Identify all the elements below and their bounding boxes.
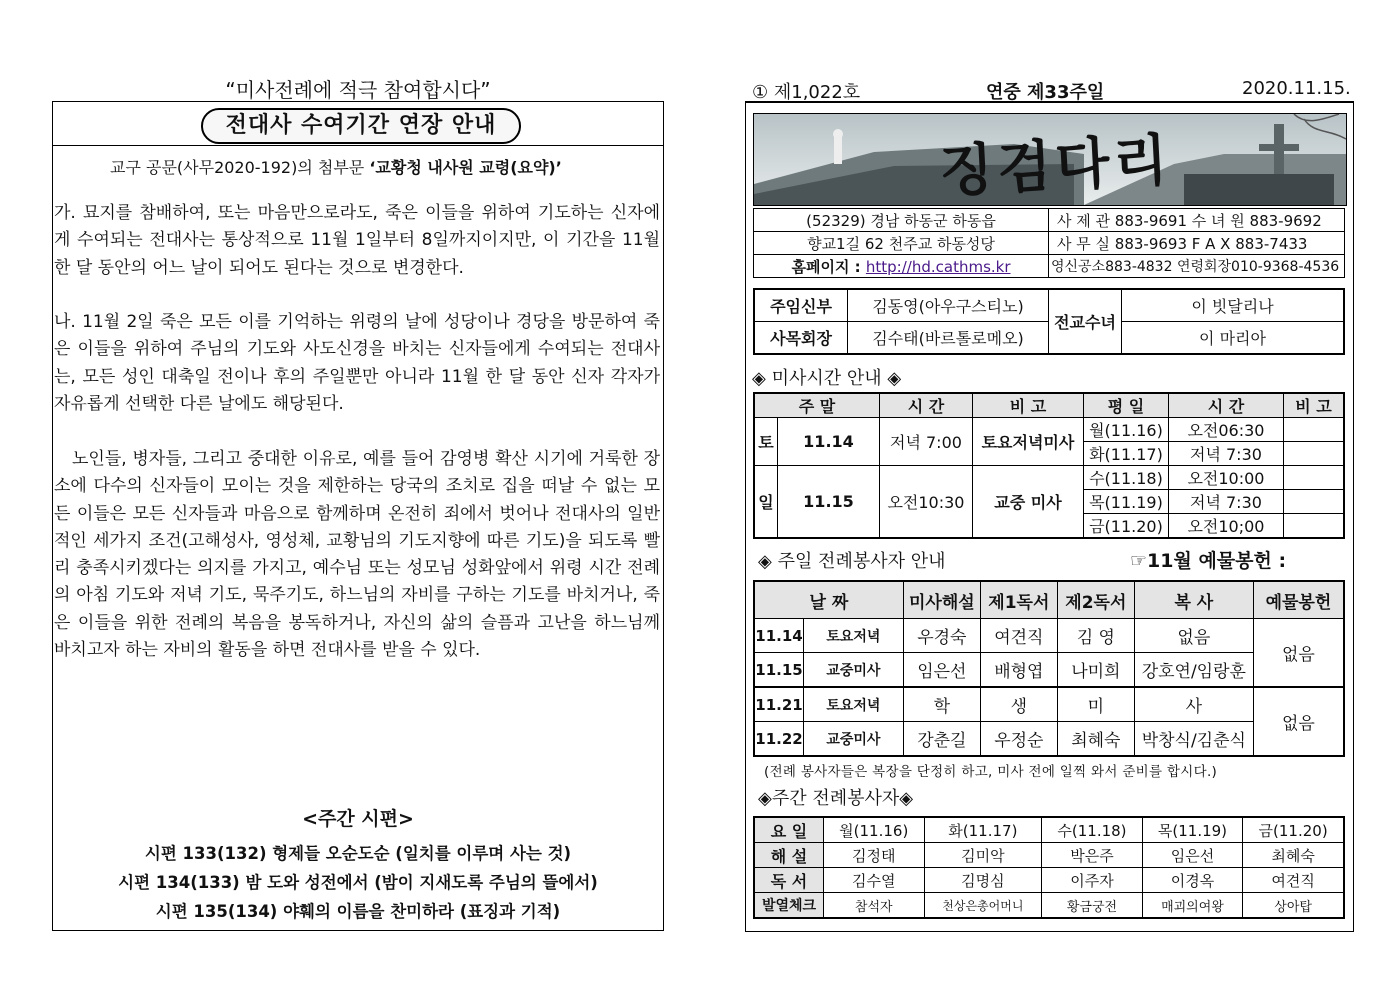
weekly-presence: 천상은총어머니	[924, 893, 1042, 919]
newsletter-title: 징검다리	[937, 126, 1174, 206]
header-reading1: 제1독서	[980, 581, 1057, 619]
header-divider	[745, 101, 1353, 103]
weekly-comment: 김미악	[924, 843, 1042, 868]
reference-line	[110, 155, 562, 178]
weekday-time: 저녁 7:30	[1168, 490, 1283, 514]
liturgical-week: 연중 제33주일	[986, 82, 1105, 103]
contact-line: 사 제 관 883-9691 수 녀 원 883-9692	[1049, 209, 1345, 232]
homepage-cell	[754, 255, 1049, 278]
header-commentary: 미사해설	[903, 581, 980, 619]
psalm-item: 시편 134(133) 밤 도와 성전에서 (밤이 지새도록 주님의 뜰에서)	[118, 873, 598, 892]
weekly-day: 목(11.19)	[1142, 817, 1243, 843]
parish-info-table	[753, 208, 1345, 278]
weekly-reader: 이주자	[1042, 868, 1143, 893]
serve-reading2: 김 영	[1057, 619, 1134, 653]
weekly-day: 화(11.17)	[924, 817, 1042, 843]
serve-mass: 교중미사	[804, 722, 904, 757]
serve-reading1: 여견직	[980, 619, 1057, 653]
weekday-date: 목(11.19)	[1083, 490, 1168, 514]
weekday-date: 화(11.17)	[1083, 442, 1168, 466]
weekly-comment: 김정태	[824, 843, 925, 868]
psalm-title: <주간 시편>	[302, 808, 414, 830]
weekday-note	[1283, 514, 1344, 539]
weekly-day: 수(11.18)	[1042, 817, 1143, 843]
reference-prefix: 교구 공문(사무2020-192)의 첨부문	[110, 158, 370, 177]
weekday-date: 월(11.16)	[1083, 418, 1168, 442]
serve-server: 사	[1134, 687, 1253, 722]
offering-cell: 없음	[1253, 687, 1344, 756]
contact-line: 사 무 실 883-9693 F A X 883-7433	[1049, 232, 1345, 255]
council-label: 사목회장	[754, 322, 848, 355]
sunday-server-table	[753, 580, 1345, 757]
weekly-reader: 이경옥	[1142, 868, 1243, 893]
header-server: 복 사	[1134, 581, 1253, 619]
weekly-comment-label: 해 설	[754, 843, 824, 868]
weekday-note	[1283, 466, 1344, 490]
paragraph-ga: 가. 묘지를 참배하여, 또는 마음만으로라도, 죽은 이들을 위하여 기도하는 신자에게 수여되는 전대사는 통상적으로 11월 1일부터 8일까지이지만, 이 기간을 11월 한 달 동안의 어느 날이 되어도 된다는 것으로 변경한다.	[54, 203, 660, 278]
header-note: 비 고	[972, 393, 1083, 418]
weekly-reader: 김명심	[924, 868, 1042, 893]
serve-mass: 토요저녁	[804, 619, 904, 653]
weekly-reader: 여견직	[1243, 868, 1344, 893]
nun-label: 전교수녀	[1049, 289, 1122, 354]
slogan: “미사전례에 적극 참여합시다”	[225, 78, 491, 102]
title-divider	[52, 145, 664, 146]
homepage-label: 홈페이지 :	[791, 257, 866, 276]
weekly-day: 월(11.16)	[824, 817, 925, 843]
weekly-day-label: 요 일	[754, 817, 824, 843]
pastor-name: 김동영(아우구스티노)	[848, 289, 1049, 322]
weekly-server-section-title: ◈주간 전례봉사자◈	[758, 788, 914, 809]
weekly-comment: 임은선	[1142, 843, 1243, 868]
weekday-time: 저녁 7:30	[1168, 442, 1283, 466]
serve-mass: 교중미사	[804, 653, 904, 688]
serve-reading2: 미	[1057, 687, 1134, 722]
psalm-item: 시편 135(134) 야훼의 이름을 찬미하라 (표징과 기적)	[155, 902, 561, 921]
homepage-link[interactable]: http://hd.cathms.kr	[865, 257, 1011, 276]
serve-commentary: 우경숙	[903, 619, 980, 653]
weekly-reader-label: 독 서	[754, 868, 824, 893]
weekday-time: 오전10:00	[1168, 466, 1283, 490]
contact-line: 영신공소883-4832 연령회장010-9368-4536	[1049, 255, 1345, 278]
weekly-comment: 최혜숙	[1243, 843, 1344, 868]
mass-schedule-table	[753, 392, 1345, 539]
weekend-day: 토	[754, 418, 778, 466]
paragraph-na: 나. 11월 2일 죽은 모든 이를 기억하는 위령의 날에 성당이나 경당을 방문하여 죽은 이들을 위하여 주님의 기도와 사도신경을 바치는 신자들에게 수여되는 전대사는, 모든 성인 대축일 전이나 후의 주일뿐만 아니라 11월 한 달 동안 신자 각자가 자유롭게 선택한 다른 날에도 해당된다.	[54, 312, 660, 414]
serve-reading1: 우정순	[980, 722, 1057, 757]
weekday-time: 오전10;00	[1168, 514, 1283, 539]
nun-name: 이 빗달리나	[1122, 289, 1345, 322]
header-date: 날 짜	[754, 581, 903, 619]
weekday-date: 수(11.18)	[1083, 466, 1168, 490]
address-line: (52329) 경남 하동군 하동읍	[754, 209, 1049, 232]
paragraph-elderly: 노인들, 병자들, 그리고 중대한 이유로, 예를 들어 감영병 확산 시기에 거룩한 장소에 다수의 신자들이 모이는 것을 제한하는 당국의 조치로 집을 떠날 수 없는 모든 이들은 모든 신자들과 마음으로 함께하며 온전히 죄에서 벗어나 전대사의 일반적인 세가지 조건(고해성사, 영성체, 교황님의 기도지향에 따른 기도)을 되도록 빨리 충족시키겠다는 의지를 가지고, 예수님 또는 성모님 성화앞에서 위령 시간 전례의 아침 기도와 저녁 기도, 묵주기도, 하느님의 자비를 구하는 기도를 바치거나, 죽은 이들을 위한 전례의 복음을 봉독하거나, 자신의 삶의 슬픔과 고난을 하느님께 바치고자 하는 자비의 활동을 하면 전대사를 받을 수 있다.	[54, 449, 660, 661]
header-weekday: 평 일	[1083, 393, 1168, 418]
nun-name: 이 마리아	[1122, 322, 1345, 355]
serve-mass: 토요저녁	[804, 687, 904, 722]
reference-document: ‘교황청 내사원 교령(요약)’	[369, 158, 562, 177]
header-weekend: 주 말	[754, 393, 879, 418]
weekend-time: 저녁 7:00	[879, 418, 972, 466]
serve-reading1: 생	[980, 687, 1057, 722]
council-name: 김수태(바르톨로메오)	[848, 322, 1049, 355]
serve-reading1: 배형엽	[980, 653, 1057, 688]
serve-date: 11.21	[754, 687, 804, 722]
serve-reading2: 나미희	[1057, 653, 1134, 688]
serve-commentary: 강춘길	[903, 722, 980, 757]
server-section-title: ◈ 주일 전례봉사자 안내	[758, 551, 946, 572]
weekly-comment: 박은주	[1042, 843, 1143, 868]
header-reading2: 제2독서	[1057, 581, 1134, 619]
header-offering: 예물봉헌	[1253, 581, 1344, 619]
weekend-date: 11.14	[778, 418, 880, 466]
serve-server: 박창식/김춘식	[1134, 722, 1253, 757]
address-line: 향교1길 62 천주교 하동성당	[754, 232, 1049, 255]
serve-date: 11.14	[754, 619, 804, 653]
offering-cell: 없음	[1253, 619, 1344, 688]
pastor-label: 주임신부	[754, 289, 848, 322]
notice-title: 전대사 수여기간 연장 안내	[201, 108, 521, 144]
newsletter-banner	[753, 113, 1347, 206]
weekday-note	[1283, 442, 1344, 466]
header-time: 시 간	[879, 393, 972, 418]
header-time: 시 간	[1168, 393, 1283, 418]
staff-table	[753, 288, 1345, 355]
weekly-presence: 매괴의여왕	[1142, 893, 1243, 919]
serve-date: 11.22	[754, 722, 804, 757]
weekday-note	[1283, 418, 1344, 442]
psalm-item: 시편 133(132) 형제들 오순도순 (일치를 이루며 사는 것)	[144, 844, 572, 863]
weekend-day: 일	[754, 466, 778, 539]
header-note: 비 고	[1283, 393, 1344, 418]
weekly-reader: 김수열	[824, 868, 925, 893]
serve-server: 강호연/임랑훈	[1134, 653, 1253, 688]
weekday-time: 오전06:30	[1168, 418, 1283, 442]
serve-reading2: 최혜숙	[1057, 722, 1134, 757]
mass-section-title: ◈ 미사시간 안내 ◈	[752, 368, 902, 389]
weekday-note	[1283, 490, 1344, 514]
weekly-server-table	[753, 816, 1345, 919]
weekend-date: 11.15	[778, 466, 880, 539]
weekend-time: 오전10:30	[879, 466, 972, 539]
weekly-presence: 참석자	[824, 893, 925, 919]
weekly-presence: 황금궁전	[1042, 893, 1143, 919]
serve-commentary: 학	[903, 687, 980, 722]
weekend-note: 토요저녁미사	[972, 418, 1083, 466]
weekly-day: 금(11.20)	[1243, 817, 1344, 843]
weekly-presence: 상아탑	[1243, 893, 1344, 919]
weekday-date: 금(11.20)	[1083, 514, 1168, 539]
weekly-presence-label: 발열체크	[754, 893, 824, 919]
offering-title: ☞11월 예물봉헌 :	[1130, 550, 1287, 572]
serve-server: 없음	[1134, 619, 1253, 653]
issue-number: ① 제1,022호	[752, 82, 861, 103]
serve-date: 11.15	[754, 653, 804, 688]
weekend-note: 교중 미사	[972, 466, 1083, 539]
issue-date: 2020.11.15.	[1242, 78, 1351, 99]
serve-commentary: 임은선	[903, 653, 980, 688]
server-note: (전례 봉사자들은 복장을 단정히 하고, 미사 전에 일찍 와서 준비를 합시다.)	[764, 764, 1218, 780]
